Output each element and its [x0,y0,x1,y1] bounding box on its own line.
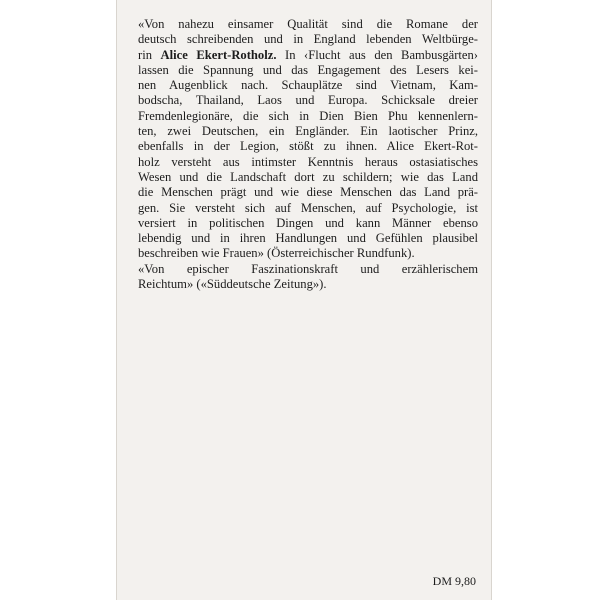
blurb-line: Wesen und die Landschaft dort zu schildern; wie das Land [138,169,478,184]
blurb-line: deutsch schreibenden und in England lebenden Weltbürge- [138,32,478,47]
blurb-line-suffix: In ‹Flucht aus den Bambusgärten› [276,47,479,62]
blurb-line [138,48,478,63]
blurb-line: die Menschen prägt und wie diese Menschen das Land prä- [138,185,478,200]
blurb-line: beschreiben wie Frauen» (Österreichischer Rundfunk). [138,246,415,261]
blurb-line: Reichtum» («Süddeutsche Zeitung»). [138,277,327,292]
blurb-line-prefix: rin [138,47,161,62]
blurb-line: gen. Sie versteht sich auf Menschen, auf Psychologie, ist [138,200,478,215]
blurb-line: versiert in politischen Dingen und kann Männer ebenso [138,215,478,230]
author-name: Alice Ekert-Rotholz. [160,47,277,62]
blurb-line: «Von epischer Faszinationskraft und erzählerischem [138,261,478,276]
price-label: DM 9,80 [432,574,476,588]
blurb-text [138,17,478,292]
blurb-line: «Von nahezu einsamer Qualität sind die Romane der [138,17,478,31]
blurb-line: bodscha, Thailand, Laos und Europa. Schicksale dreier [138,93,478,108]
blurb-line: ebenfalls in der Legion, stößt zu ihnen. Alice Ekert-Rot- [138,139,478,154]
blurb-line: ten, zwei Deutschen, ein Engländer. Ein laotischer Prinz, [138,124,478,139]
blurb-line: Fremdenlegionäre, die sich in Dien Bien Phu kennenlern- [138,108,478,123]
blurb-line: lebendig und in ihren Handlungen und Gefühlen plausibel [138,231,478,246]
blurb-line: lassen die Spannung und das Engagement des Lesers kei- [138,62,478,77]
blurb-line: nen Augenblick nach. Schauplätze sind Vietnam, Kam- [138,78,478,93]
blurb-line: holz versteht aus intimster Kenntnis heraus ostasiatisches [138,154,478,169]
